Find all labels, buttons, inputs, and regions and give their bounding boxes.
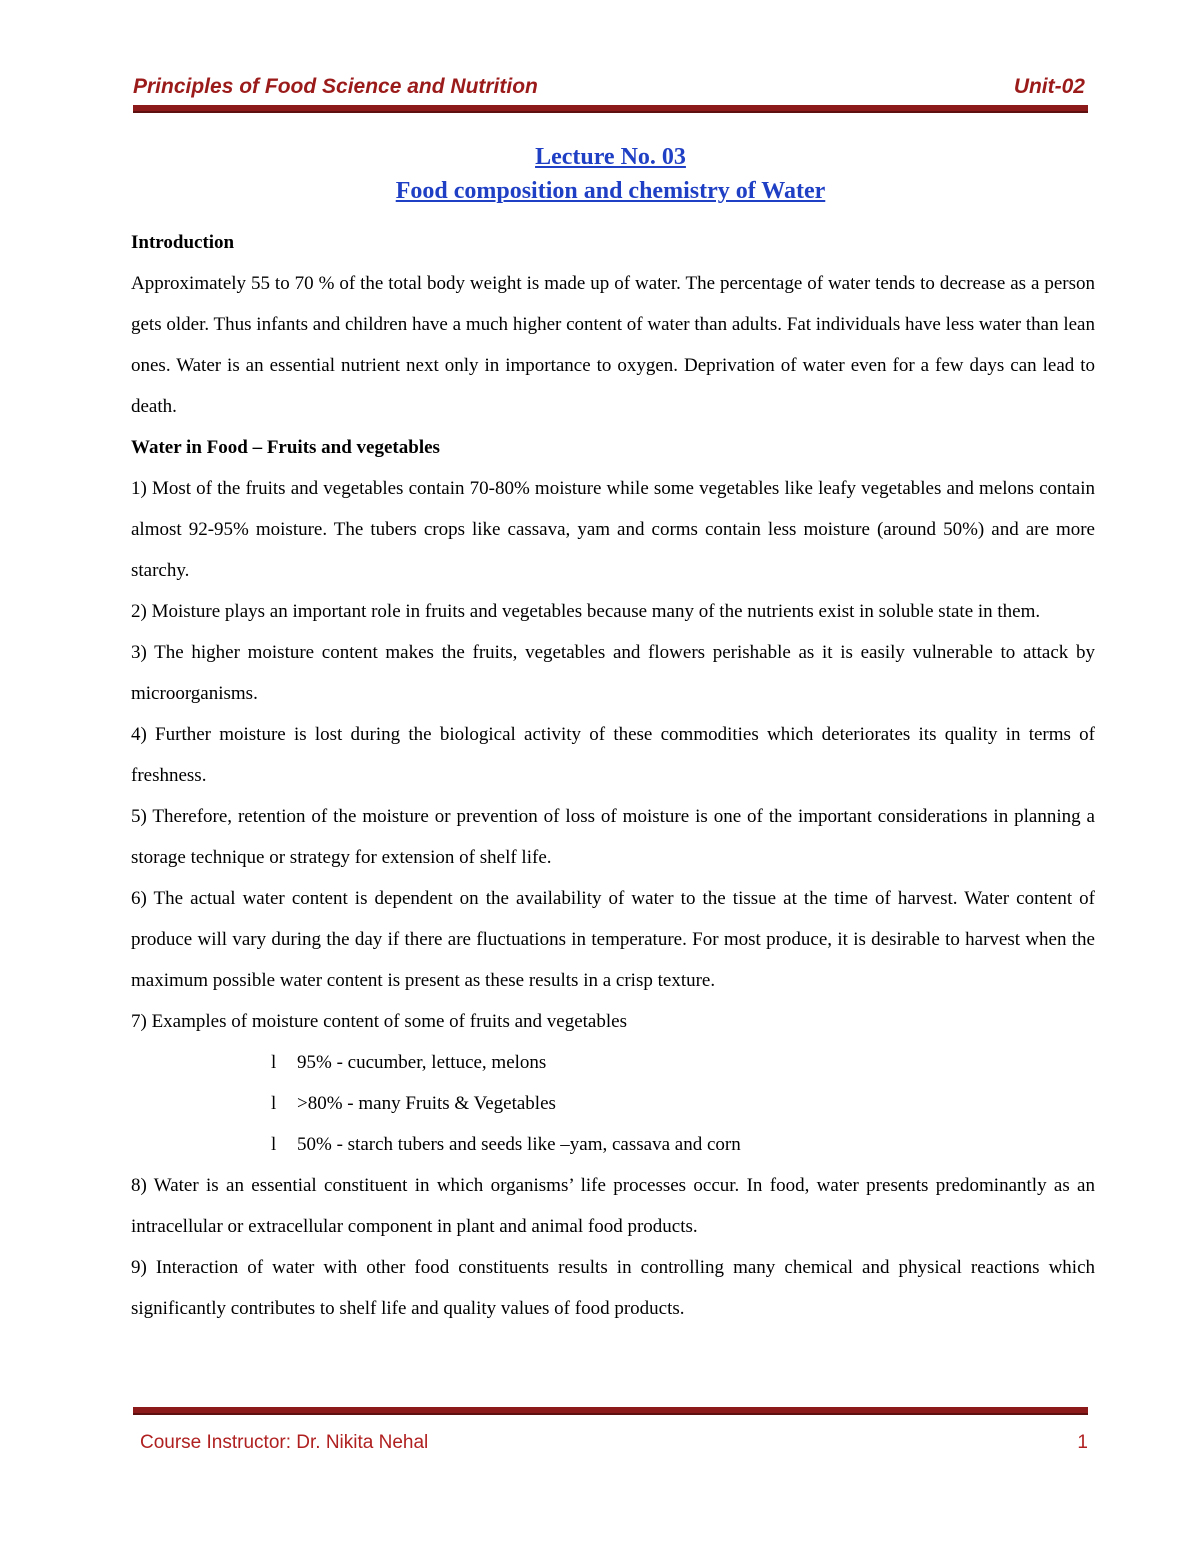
point-9: 9) Interaction of water with other food constituents results in controlling many chemical and physical reactions which significantly contributes to shelf life and quality values of food products. [131,1257,1095,1319]
bullet-icon: l [271,1134,277,1155]
page-footer [140,1428,1088,1458]
page-number: 1 [1077,1432,1088,1453]
list-item [131,1083,1095,1124]
intro-heading: Introduction [131,232,235,253]
point-4: 4) Further moisture is lost during the biological activity of these commodities which deteriorates its quality in terms of freshness. [131,724,1095,786]
footer-divider [133,1407,1088,1415]
bullet-icon: l [271,1093,277,1114]
list-item [131,1042,1095,1083]
moisture-examples-list [131,1042,1095,1165]
bullet-icon: l [271,1052,277,1073]
intro-paragraph: Approximately 55 to 70 % of the total body weight is made up of water. The percentage of water tends to decrease as a person gets older. Thus infants and children have a much higher content of water than adults. Fat individuals have less water than lean ones. Water is an essential nutrient next only in importance to oxygen. Deprivation of water even for a few days can lead to death. [131,273,1095,417]
course-instructor: Course Instructor: Dr. Nikita Nehal [140,1432,429,1453]
example-text: 50% - starch tubers and seeds like –yam, cassava and corn [297,1134,741,1155]
example-text: >80% - many Fruits & Vegetables [297,1093,556,1114]
page-body [131,222,1095,1329]
lecture-title: Food composition and chemistry of Water [395,178,826,204]
point-7: 7) Examples of moisture content of some of fruits and vegetables [131,1011,627,1032]
section-heading: Water in Food – Fruits and vegetables [131,437,440,458]
point-1: 1) Most of the fruits and vegetables contain 70-80% moisture while some vegetables like leafy vegetables and melons contain almost 92-95% moisture. The tubers crops like cassava, yam and corms contain less moisture (around 50%) and are more starchy. [131,478,1095,581]
list-item [131,1124,1095,1165]
point-2: 2) Moisture plays an important role in fruits and vegetables because many of the nutrients exist in soluble state in them. [131,601,1041,622]
point-3: 3) The higher moisture content makes the fruits, vegetables and flowers perishable as it is easily vulnerable to attack by microorganisms. [131,642,1095,704]
unit-label: Unit-02 [1013,75,1085,98]
point-8: 8) Water is an essential constituent in which organisms’ life processes occur. In food, water presents predominantly as an intracellular or extracellular component in plant and animal food products. [131,1175,1095,1237]
page-header [133,72,1085,102]
point-5: 5) Therefore, retention of the moisture or prevention of loss of moisture is one of the important considerations in planning a storage technique or strategy for extension of shelf life. [131,806,1095,868]
lecture-number: Lecture No. 03 [535,144,686,170]
header-divider [133,105,1088,113]
lecture-title-block [133,140,1088,208]
example-text: 95% - cucumber, lettuce, melons [297,1052,547,1073]
document-title: Principles of Food Science and Nutrition [133,75,538,98]
point-6: 6) The actual water content is dependent on the availability of water to the tissue at the time of harvest. Water content of produce will vary during the day if there are fluctuations in temperature. For most produce, it is desirable to harvest when the maximum possible water content is present as these results in a crisp texture. [131,888,1095,991]
